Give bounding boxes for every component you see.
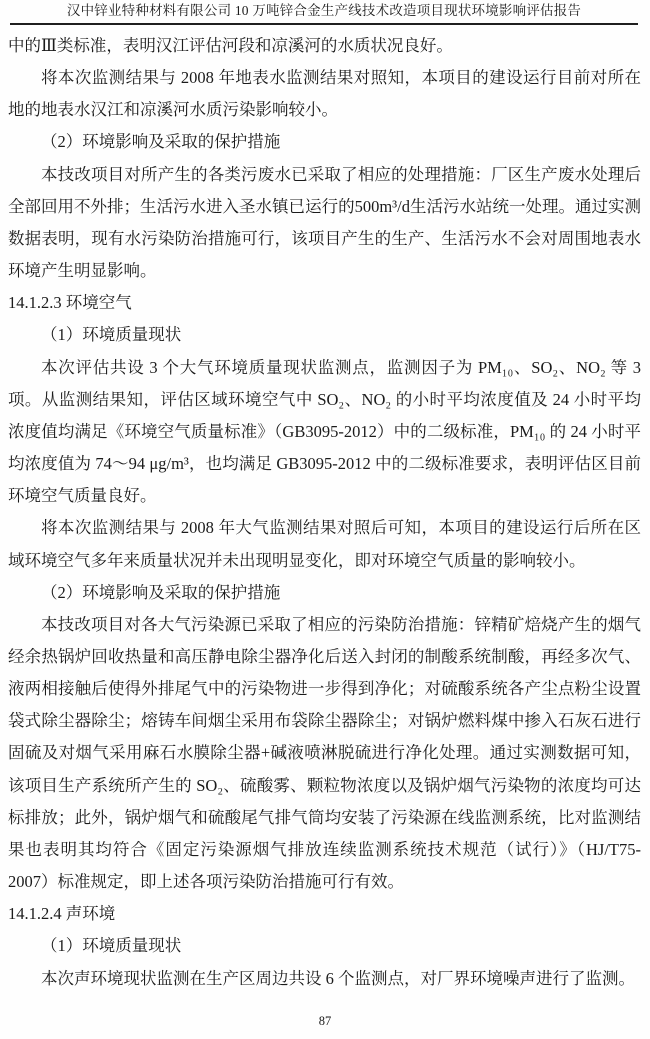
paragraph: 本次声环境现状监测在生产区周边共设 6 个监测点，对厂界环境噪声进行了监测。 [41,968,635,988]
paragraph: 本技改项目对所产生的各类污废水已采取了相应的处理措施：厂区生产废水处理后全部回用不外排；生活污水进入圣水镇已运行的500m³/d生活污水站统一处理。通过实测数据表明，现有水污染防治措施可行，该项目产生的生产、生活污水不会对周围地表水环境产生明显影响。 [8,164,641,281]
section-heading: 14.1.2.4 声环境 [8,904,116,924]
paragraph: 将本次监测结果与 2008 年地表水监测结果对照知，本项目的建设运行目前对所在地的地表水汉江和凉溪河水质污染影响较小。 [8,68,641,120]
document-body [8,30,641,995]
section-heading: 14.1.2.3 环境空气 [8,293,132,313]
paragraph: 将本次监测结果与 2008 年大气监测结果对照后可知，本项目的建设运行后所在区域环境空气多年来质量状况并未出现明显变化，即对环境空气质量的影响较小。 [8,518,641,570]
list-item-heading: （2）环境影响及采取的保护措施 [41,582,281,602]
page-number: 87 [318,1014,332,1028]
paragraph-continuation: 中的Ⅲ类标准，表明汉江评估河段和凉溪河的水质状况良好。 [8,36,453,55]
list-item-heading: （2）环境影响及采取的保护措施 [41,132,281,152]
paragraph: 本次评估共设 3 个大气环境质量现状监测点，监测因子为 PM₁₀、SO₂、NO₂ 等 3 项。从监测结果知，评估区域环境空气中 SO₂、NO₂ 的小时平均浓度值及 24 小时平均浓度值均满足《环境空气质量标准》（GB3095-2012）中的二级标准，PM₁₀ 的 24 小时平均浓度值为 74～94 μg/m³，也均满足 GB3095-2012 中的二级标准要求，表明评估区目前环境空气质量良好。 [8,357,641,506]
list-item-heading: （1）环境质量现状 [41,325,182,345]
list-item-heading: （1）环境质量现状 [41,936,182,956]
running-header: 汉中锌业特种材料有限公司 10 万吨锌合金生产线技术改造项目现状环境影响评估报告 [10,2,638,25]
paragraph: 本技改项目对各大气污染源已采取了相应的污染防治措施：锌精矿焙烧产生的烟气经余热锅炉回收热量和高压静电除尘器净化后送入封闭的制酸系统制酸，再经多次气、液两相接触后使得外排尾气中的污染物进一步得到净化；对硫酸系统各产尘点粉尘设置袋式除尘器除尘；熔铸车间烟尘采用布袋除尘器除尘；对锅炉燃料煤中掺入石灰石进行固硫及对烟气采用麻石水膜除尘器+碱液喷淋脱硫进行净化处理。通过实测数据可知，该项目生产系统所产生的 SO₂、硫酸雾、颗粒物浓度以及锅炉烟气污染物的浓度均可达标排放；此外，锅炉烟气和硫酸尾气排气筒均安装了污染源在线监测系统，比对监测结果也表明其均符合《固定污染源烟气排放连续监测系统技术规范（试行）》（HJ/T75-2007）标准规定，即上述各项污染防治措施可行有效。 [8,614,641,892]
